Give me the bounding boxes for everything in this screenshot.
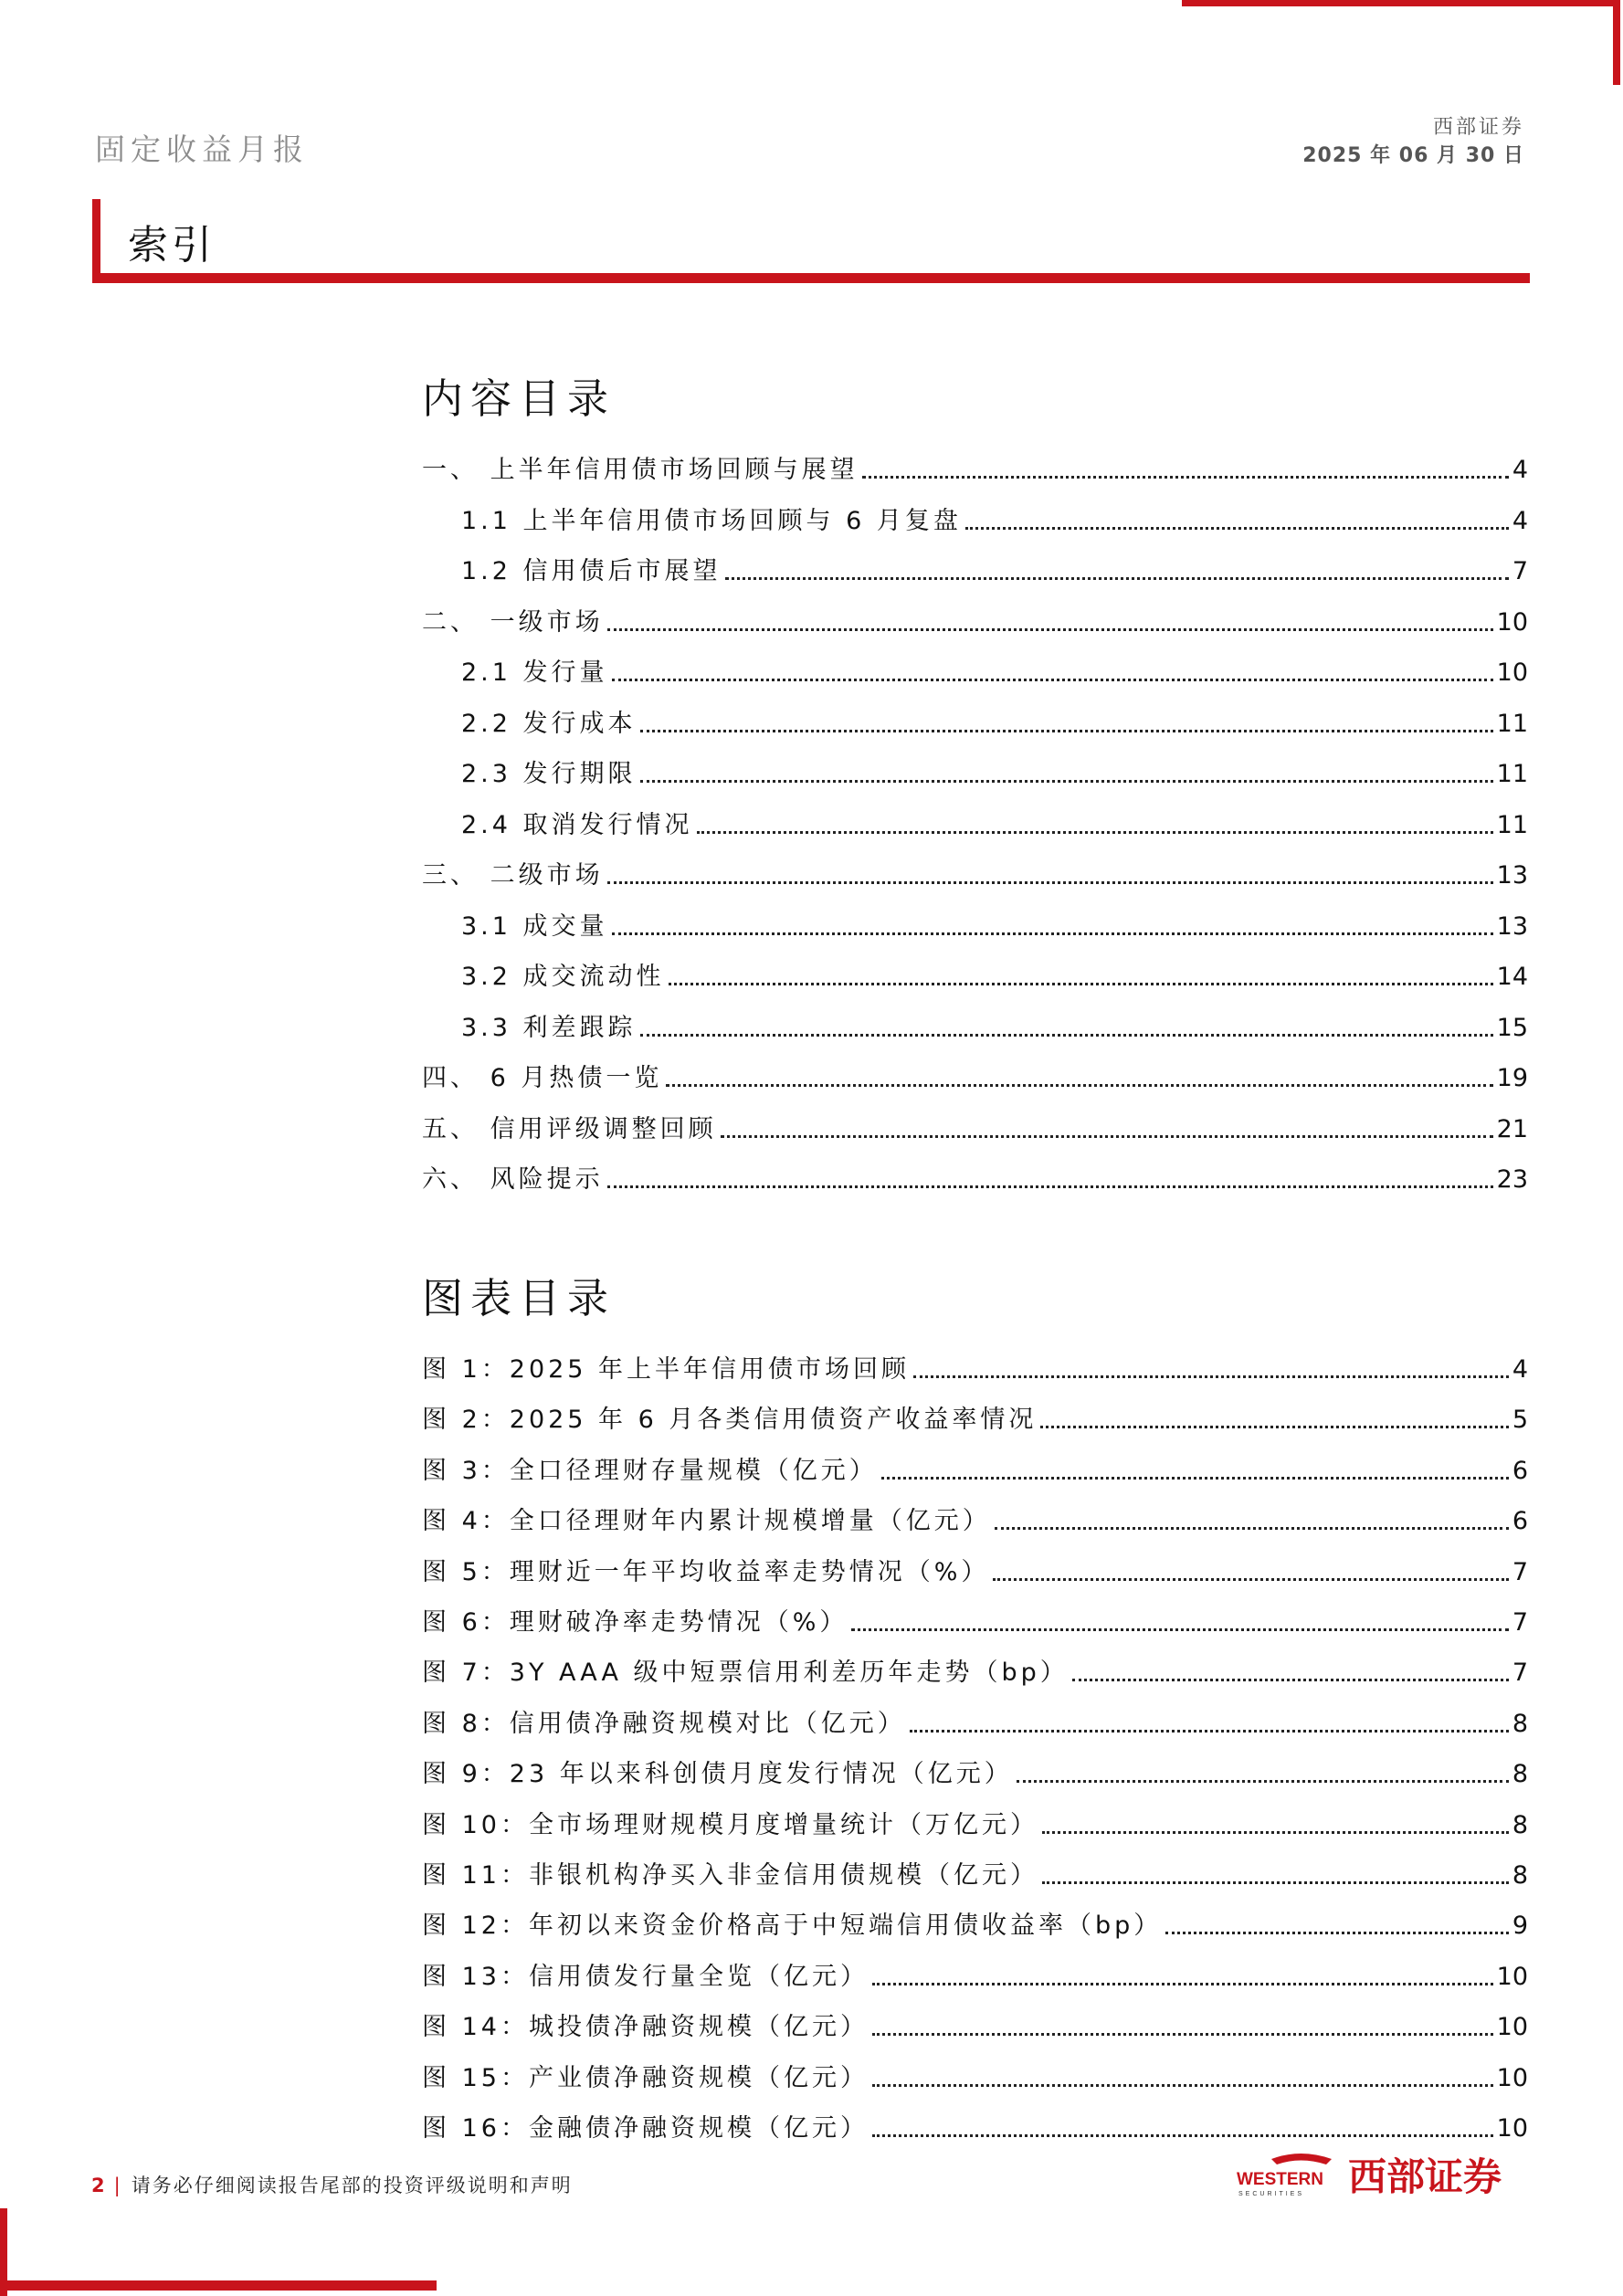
contents-entry-page: 15: [1496, 1013, 1528, 1042]
figures-entry[interactable]: [422, 1700, 1528, 1736]
contents-entry-title: 五、 信用评级调整回顾: [422, 1114, 717, 1143]
report-type-label: 固定收益月报: [95, 132, 309, 167]
dot-leader: [1017, 1780, 1509, 1783]
figures-entry-title: 图 14：城投债净融资规模（亿元）: [422, 2013, 869, 2042]
contents-entry-title: 1.1 上半年信用债市场回顾与 6 月复盘: [461, 506, 962, 535]
dot-leader: [872, 1983, 1493, 1985]
figures-entry-page: 10: [1496, 1962, 1528, 1991]
figures-entry-page: 8: [1512, 1709, 1528, 1738]
dot-leader: [669, 983, 1493, 985]
dot-leader: [872, 2084, 1493, 2087]
contents-entry[interactable]: [422, 801, 1528, 837]
figures-entry[interactable]: [422, 1750, 1528, 1789]
dot-leader: [881, 1477, 1509, 1480]
figures-entry-title: 图 9：23 年以来科创债月度发行情况（亿元）: [422, 1760, 1013, 1789]
contents-entry-title: 2.3 发行期限: [461, 760, 637, 788]
contents-entry[interactable]: [422, 598, 1528, 635]
figures-entry[interactable]: [422, 1497, 1528, 1536]
contents-entry-page: 13: [1496, 911, 1528, 941]
figures-entry-title: 图 1：2025 年上半年信用债市场回顾: [422, 1355, 911, 1384]
logo-text: WESTERN: [1237, 2170, 1323, 2189]
figures-entry-title: 图 5：理财近一年平均收益率走势情况（%）: [422, 1557, 990, 1586]
contents-entry-title: 四、 6 月热债一览: [422, 1064, 663, 1092]
figures-entry[interactable]: [422, 1801, 1528, 1838]
figures-entry-title: 图 8：信用债净融资规模对比（亿元）: [422, 1709, 906, 1738]
figures-entry-page: 7: [1512, 1557, 1528, 1586]
figures-entry-page: 10: [1496, 2013, 1528, 2042]
contents-entry-title: 3.1 成交量: [461, 911, 608, 941]
dot-leader: [1042, 1881, 1509, 1884]
figures-entry-page: 10: [1496, 2063, 1528, 2092]
contents-entry[interactable]: [422, 700, 1528, 736]
figures-entry[interactable]: [422, 2054, 1528, 2091]
contents-entry-page: 14: [1496, 963, 1528, 991]
dot-leader: [862, 476, 1509, 479]
dot-leader: [612, 932, 1493, 935]
figures-entry[interactable]: [422, 1396, 1528, 1435]
contents-entry-page: 23: [1496, 1165, 1528, 1194]
contents-entry-title: 三、 二级市场: [422, 861, 604, 890]
contents-entry-title: 2.1 发行量: [461, 658, 608, 687]
contents-entry-page: 4: [1512, 506, 1528, 535]
dot-leader: [666, 1084, 1492, 1087]
section-title-rule: [92, 273, 1530, 283]
contents-entry[interactable]: [422, 902, 1528, 939]
figures-entry-page: 9: [1512, 1912, 1528, 1941]
top-right-frame-vertical: [1613, 0, 1620, 85]
contents-entry-page: 11: [1496, 810, 1528, 839]
contents-entry[interactable]: [422, 1004, 1528, 1040]
dot-leader: [607, 628, 1493, 631]
figures-entry[interactable]: [422, 1345, 1528, 1382]
figures-entry-page: 7: [1512, 1608, 1528, 1637]
broker-name: 西部证券: [1432, 116, 1524, 139]
contents-entry[interactable]: [422, 446, 1528, 482]
contents-entry-page: 10: [1496, 607, 1528, 637]
figures-entry-title: 图 16：金融债净融资规模（亿元）: [422, 2114, 869, 2143]
figures-entry[interactable]: [422, 1598, 1528, 1635]
dot-leader: [607, 881, 1493, 884]
dot-leader: [1040, 1426, 1508, 1428]
figures-entry-title: 图 12：年初以来资金价格高于中短端信用债收益率（bp）: [422, 1912, 1163, 1941]
contents-entry-page: 11: [1496, 709, 1528, 738]
contents-entry-page: 10: [1496, 658, 1528, 687]
contents-entry-title: 3.3 利差跟踪: [461, 1013, 637, 1042]
figures-entry[interactable]: [422, 1648, 1528, 1688]
dot-leader: [640, 780, 1493, 783]
figures-entry-title: 图 3：全口径理财存量规模（亿元）: [422, 1456, 878, 1485]
figures-heading: 图表目录: [422, 1274, 617, 1322]
contents-entry-title: 六、 风险提示: [422, 1165, 604, 1194]
contents-entry[interactable]: [422, 953, 1528, 989]
dot-leader: [1042, 1831, 1509, 1834]
dot-leader: [721, 1135, 1493, 1138]
figures-entry-page: 8: [1512, 1760, 1528, 1789]
figures-entry-page: 6: [1512, 1456, 1528, 1485]
figures-entry-page: 6: [1512, 1507, 1528, 1536]
figures-entry-title: 图 2：2025 年 6 月各类信用债资产收益率情况: [422, 1406, 1038, 1435]
contents-entry-title: 2.4 取消发行情况: [461, 810, 693, 839]
figures-entry-title: 图 6：理财破净率走势情况（%）: [422, 1608, 848, 1637]
page-number: 2: [91, 2175, 105, 2196]
dot-leader: [872, 2033, 1493, 2036]
dot-leader: [913, 1375, 1509, 1378]
report-date: 2025 年 06 月 30 日: [1302, 144, 1524, 167]
footer-disclaimer: 请务必仔细阅读报告尾部的投资评级说明和声明: [131, 2175, 573, 2196]
figures-entry-page: 7: [1512, 1659, 1528, 1688]
figures-entry[interactable]: [422, 1953, 1528, 1989]
contents-entry-title: 1.2 信用债后市展望: [461, 557, 722, 585]
contents-entry[interactable]: [422, 497, 1528, 533]
bottom-left-frame-horizontal: [0, 2280, 437, 2291]
section-title-marker: [92, 199, 100, 279]
dot-leader: [910, 1730, 1509, 1733]
footer-disclaimer-line: [91, 2171, 573, 2198]
contents-entry-title: 2.2 发行成本: [461, 709, 637, 738]
contents-entry[interactable]: [422, 648, 1528, 685]
figures-entry-page: 10: [1496, 2114, 1528, 2143]
figures-entry[interactable]: [422, 1901, 1528, 1941]
contents-entry-title: 二、 一级市场: [422, 607, 604, 637]
figures-entry-page: 8: [1512, 1861, 1528, 1890]
contents-entry-title: 一、 上半年信用债市场回顾与展望: [422, 456, 859, 484]
figures-entry-title: 图 4：全口径理财年内累计规模增量（亿元）: [422, 1507, 991, 1536]
figures-entry[interactable]: [422, 2003, 1528, 2042]
contents-entry-page: 11: [1496, 760, 1528, 788]
dot-leader: [872, 2134, 1493, 2137]
logo-cn: 西部证券: [1348, 2154, 1502, 2199]
logo-subtext: SECURITIES: [1238, 2191, 1305, 2197]
dot-leader: [725, 577, 1509, 580]
figures-entry-title: 图 11：非银机构净买入非金信用债规模（亿元）: [422, 1861, 1038, 1890]
figures-entry-page: 4: [1512, 1355, 1528, 1384]
figures-entry[interactable]: [422, 2104, 1528, 2141]
contents-entry-page: 7: [1512, 557, 1528, 585]
dot-leader: [697, 831, 1493, 834]
figures-entry-title: 图 7：3Y AAA 级中短票信用利差历年走势（bp）: [422, 1659, 1069, 1688]
contents-entry[interactable]: [422, 1155, 1528, 1192]
western-securities-logo: [1237, 2148, 1527, 2203]
dot-leader: [965, 527, 1509, 530]
figures-entry-page: 8: [1512, 1810, 1528, 1839]
dot-leader: [612, 679, 1493, 681]
section-title: 索引: [128, 222, 216, 269]
contents-entry-page: 4: [1512, 456, 1528, 484]
dot-leader: [640, 730, 1493, 732]
contents-entry[interactable]: [422, 547, 1528, 584]
figures-entry[interactable]: [422, 1851, 1528, 1888]
dot-leader: [607, 1185, 1493, 1188]
contents-entry-page: 21: [1496, 1114, 1528, 1143]
dot-leader: [1165, 1932, 1509, 1934]
logo-wing-icon: [1271, 2154, 1332, 2164]
figures-entry[interactable]: [422, 1447, 1528, 1483]
contents-entry[interactable]: [422, 1054, 1528, 1090]
contents-entry[interactable]: [422, 851, 1528, 888]
figures-entry-page: 5: [1512, 1406, 1528, 1435]
contents-entry[interactable]: [422, 750, 1528, 786]
contents-entry[interactable]: [422, 1105, 1528, 1142]
dot-leader: [1072, 1679, 1509, 1681]
contents-heading: 内容目录: [422, 374, 617, 423]
dot-leader: [993, 1578, 1508, 1581]
contents-entry-page: 19: [1496, 1064, 1528, 1092]
dot-leader: [640, 1034, 1493, 1037]
dot-leader: [995, 1527, 1509, 1530]
footer-separator: |: [113, 2175, 122, 2196]
dot-leader: [851, 1628, 1508, 1631]
figures-entry-title: 图 13：信用债发行量全览（亿元）: [422, 1962, 869, 1991]
top-right-frame-horizontal: [1182, 0, 1620, 6]
figures-entry[interactable]: [422, 1548, 1528, 1585]
figures-entry-title: 图 15：产业债净融资规模（亿元）: [422, 2063, 869, 2092]
contents-entry-title: 3.2 成交流动性: [461, 963, 665, 991]
figures-entry-title: 图 10：全市场理财规模月度增量统计（万亿元）: [422, 1810, 1038, 1839]
contents-entry-page: 13: [1496, 861, 1528, 890]
